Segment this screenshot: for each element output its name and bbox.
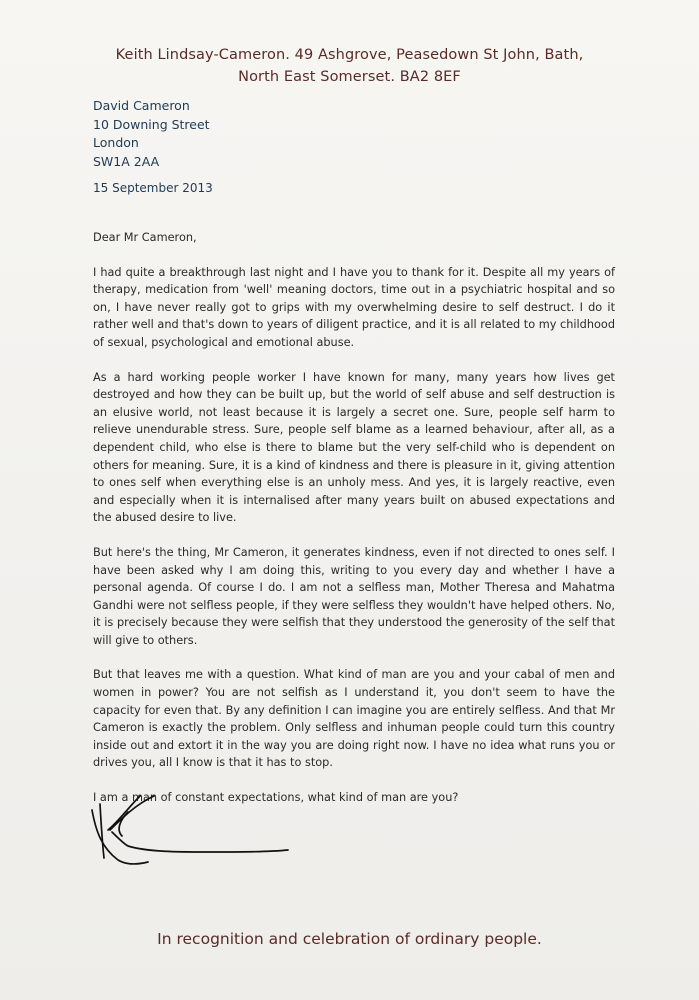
recipient-address (93, 97, 210, 171)
letterhead-line-2: North East Somerset. BA2 8EF (238, 69, 461, 85)
paragraph-2: As a hard working people worker I have known for many, many years how lives get destroyed and how they can be built up, but the world of self abuse and self destruction is an elusive world, not least because it is largely a secret one. Sure, people self harm to relieve unendurable stress. Sure, people self blame as a learned behaviour, after all, as a dependent child, who else is there to blame but the very self-child who is dependent on others for meaning. Sure, it is a kind of kindness and there is pleasure in it, giving attention to ones self when everything else is an unholy mess. And yes, it is largely reactive, even and especially when it is internalised after many years built on abused expectations and the abused desire to live. (93, 370, 615, 525)
letterhead-line-1: Keith Lindsay-Cameron. 49 Ashgrove, Peasedown St John, Bath, (115, 47, 584, 63)
footer-tagline: In recognition and celebration of ordinary people. (157, 930, 542, 948)
paragraph-3: But here's the thing, Mr Cameron, it generates kindness, even if not directed to ones self. I have been asked why I am doing this, writing to you every day and whether I have a personal agenda. Of course I do. I am not a selfless man, Mother Theresa and Mahatma Gandhi were not selfless people, if they were selfless they wouldn't have helped others. No, it is precisely because they were selfish that they understood the generosity of the self that will give to others. (93, 545, 615, 647)
closing-line: I am a man of constant expectations, what kind of man are you? (93, 791, 459, 805)
signature-image (88, 782, 298, 882)
salutation: Dear Mr Cameron, (93, 231, 197, 244)
recipient-name: David Cameron (93, 98, 190, 113)
letter-date: 15 September 2013 (93, 181, 213, 195)
recipient-street: 10 Downing Street (93, 116, 210, 132)
recipient-city: London (93, 135, 139, 150)
paragraph-4: But that leaves me with a question. What kind of man are you and your cabal of men and women in power? You are not selfish as I understand it, you don't seem to have the capacity for even that. By any definition I can imagine you are entirely selfless. And that Mr Cameron is exactly the problem. Only selfless and inhuman people could turn this country inside out and extort it in the way you are doing right now. I have no idea what runs you or drives you, all I know is that it has to stop. (93, 668, 615, 770)
recipient-postcode: SW1A 2AA (93, 153, 160, 169)
letterhead (0, 44, 699, 88)
letter-body (93, 229, 615, 807)
paragraph-1: I had quite a breakthrough last night and I have you to thank for it. Despite all my years of therapy, medication from 'well' meaning doctors, time out in a psychiatric hospital and so on, I have never really got to grips with my overwhelming desire to self destruct. I do it rather well and that's down to years of diligent practice, and it is all related to my childhood of sexual, psychological and emotional abuse. (93, 265, 615, 349)
